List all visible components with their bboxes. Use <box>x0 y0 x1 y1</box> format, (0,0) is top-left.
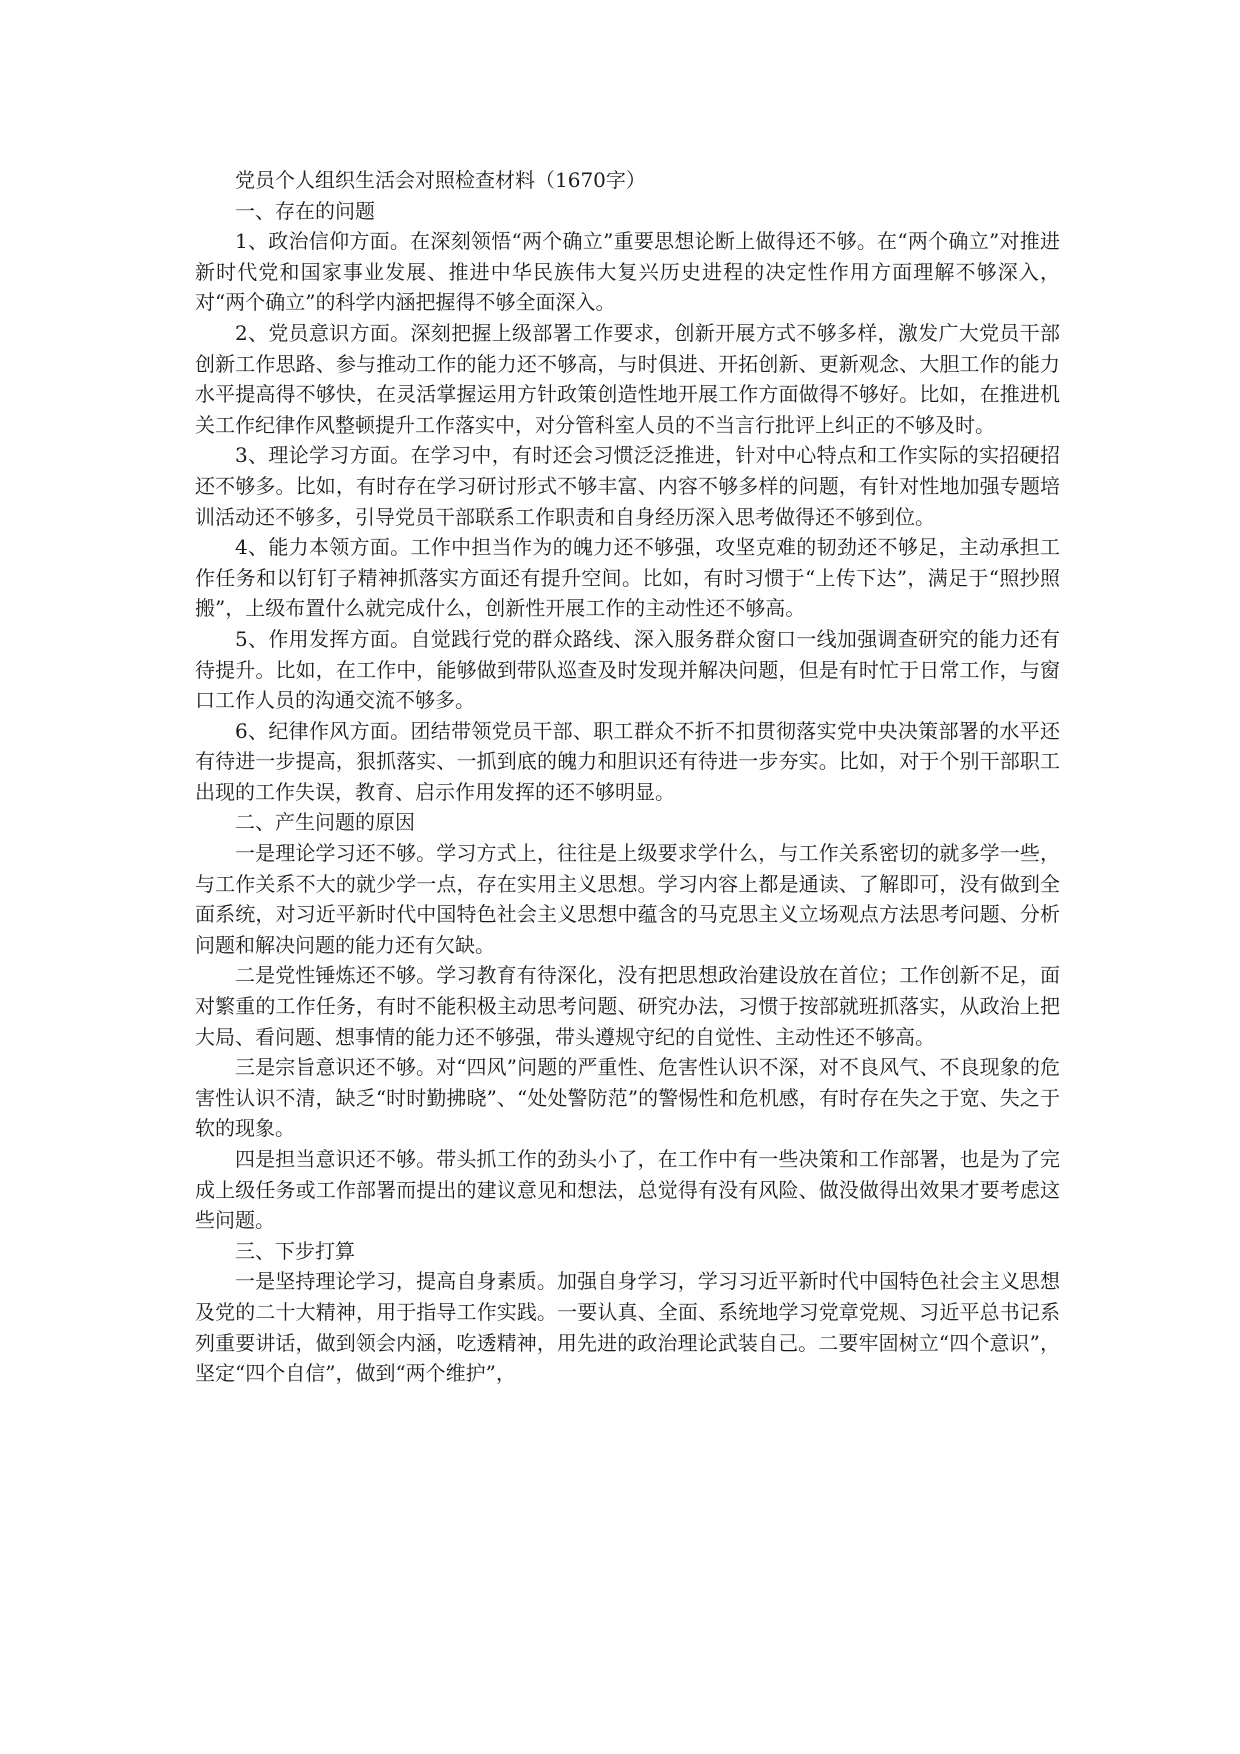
paragraph-party-awareness: 2、党员意识方面。深刻把握上级部署工作要求，创新开展方式不够多样，激发广大党员干部创新工作思路、参与推动工作的能力还不够高，与时俱进、开拓创新、更新观念、大胆工作的能力水平提高得不够快，在灵活掌握运用方针政策创造性地开展工作方面做得不够好。比如，在推进机关工作纪律作风整顿提升工作落实中，对分管科室人员的不当言行批评上纠正的不够及时。 <box>195 320 1060 437</box>
paragraph-next-theory-study: 一是坚持理论学习，提高自身素质。加强自身学习，学习习近平新时代中国特色社会主义思想及党的二十大精神，用于指导工作实践。一要认真、全面、系统地学习党章党规、习近平总书记系列重要讲话，做到领会内涵，吃透精神，用先进的政治理论武装自己。二要牢固树立“四个意识”，坚定“四个自信”，做到“两个维护”， <box>195 1269 1060 1386</box>
section-heading-next-steps: 三、下步打算 <box>235 1238 355 1263</box>
paragraph-role: 5、作用发挥方面。自觉践行党的群众路线、深入服务群众窗口一线加强调查研究的能力还有待提升。比如，在工作中，能够做到带队巡查及时发现并解决问题，但是有时忙于日常工作，与窗口工作人员的沟通交流不够多。 <box>195 626 1060 713</box>
paragraph-cause-responsibility: 四是担当意识还不够。带头抓工作的劲头小了，在工作中有一些决策和工作部署，也是为了完成上级任务或工作部署而提出的建议意见和想法，总觉得有没有风险、做没做得出效果才要考虑这些问题。 <box>195 1147 1060 1233</box>
paragraph-political-belief: 1、政治信仰方面。在深刻领悟“两个确立”重要思想论断上做得还不够。在“两个确立”对推进新时代党和国家事业发展、推进中华民族伟大复兴历史进程的决定性作用方面理解不够深入，对“两个确立”的科学内涵把握得不够全面深入。 <box>195 229 1060 315</box>
paragraph-cause-theory: 一是理论学习还不够。学习方式上，往往是上级要求学什么，与工作关系密切的就多学一些，与工作关系不大的就少学一点，存在实用主义思想。学习内容上都是通读、了解即可，没有做到全面系统，对习近平新时代中国特色社会主义思想中蕴含的马克思主义立场观点方法思考问题、分析问题和解决问题的能力还有欠缺。 <box>195 841 1060 957</box>
paragraph-cause-purpose: 三是宗旨意识还不够。对“四风”问题的严重性、危害性认识不深，对不良风气、不良现象的危害性认识不清，缺乏“时时勤拂晓”、“处处警防范”的警惕性和危机感，有时存在失之于宽、失之于软的现象。 <box>195 1055 1060 1141</box>
document-body <box>195 165 1060 1389</box>
paragraph-cause-party-spirit: 二是党性锤炼还不够。学习教育有待深化，没有把思想政治建设放在首位；工作创新不足，面对繁重的工作任务，有时不能积极主动思考问题、研究办法，习惯于按部就班抓落实，从政治上把大局、看问题、想事情的能力还不够强，带头遵规守纪的自觉性、主动性还不够高。 <box>195 963 1060 1049</box>
paragraph-ability: 4、能力本领方面。工作中担当作为的魄力还不够强，攻坚克难的韧劲还不够足，主动承担工作任务和以钉钉子精神抓落实方面还有提升空间。比如，有时习惯于“上传下达”，满足于“照抄照搬”，上级布置什么就完成什么，创新性开展工作的主动性还不够高。 <box>195 535 1060 621</box>
paragraph-discipline: 6、纪律作风方面。团结带领党员干部、职工群众不折不扣贯彻落实党中央决策部署的水平还有待进一步提高，狠抓落实、一抓到底的魄力和胆识还有待进一步夯实。比如，对于个别干部职工出现的工作失误，教育、启示作用发挥的还不够明显。 <box>195 718 1060 804</box>
section-heading-causes: 二、产生问题的原因 <box>235 810 415 835</box>
document-title: 党员个人组织生活会对照检查材料（1670字） <box>235 168 646 192</box>
paragraph-theory-study: 3、理论学习方面。在学习中，有时还会习惯泛泛推进，针对中心特点和工作实际的实招硬招还不够多。比如，有时存在学习研讨形式不够丰富、内容不够多样的问题，有针对性地加强专题培训活动还不够多，引导党员干部联系工作职责和自身经历深入思考做得还不够到位。 <box>195 443 1060 529</box>
section-heading-problems: 一、存在的问题 <box>235 198 375 223</box>
